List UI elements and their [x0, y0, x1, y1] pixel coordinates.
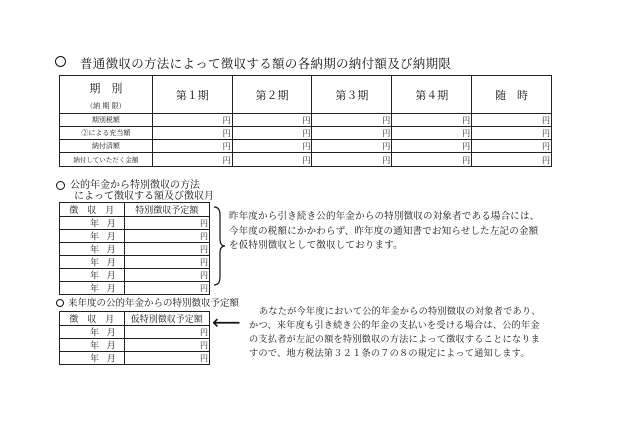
header-anytime: 随 時 [472, 76, 552, 114]
year-month-cell: 年 月 [60, 269, 125, 282]
row-label-appropriation: ②による充当額 [60, 127, 153, 140]
year-month-cell: 年 月 [60, 339, 125, 352]
amount-cell: 円 [152, 127, 232, 140]
section2-note-line3: を仮特別徴収として徴収しております。 [229, 240, 403, 251]
section3-title: 来年度の公的年金からの特別徴収予定額 [68, 298, 240, 309]
amount-cell: 円 [392, 140, 472, 153]
row-label-paid: 納付済額 [60, 140, 153, 153]
section2-title-line1: 公的年金から特別徴収の方法 [70, 180, 200, 191]
section2-note-line2: 今年度の税額にかかわらず、昨年度の通知書でお知らせした左記の金額 [229, 225, 539, 237]
amount-cell: 円 [152, 140, 232, 153]
amount-cell: 円 [312, 140, 392, 153]
section3-note-line3: の支払者が左記の額を特別徴収の方法によって徴収することになりま [249, 334, 541, 345]
amount-cell: 円 [472, 153, 552, 167]
amount-cell: 円 [232, 140, 312, 153]
deadline-label: （納 期 限） [60, 100, 153, 114]
year-month-cell: 年 月 [60, 326, 125, 339]
amount-cell: 円 [124, 243, 209, 256]
section3-note [249, 305, 541, 361]
section2-title-line2: によって徴収する額及び徴収月 [74, 191, 214, 202]
amount-cell: 円 [124, 217, 209, 230]
header-provisional-amount: 仮特別徴収予定額 [124, 312, 209, 326]
pension-withholding-table [59, 202, 210, 295]
row-label-amount-due: 納付していただく金額 [60, 153, 153, 167]
header-term-1: 第１期 [152, 76, 232, 114]
amount-cell: 円 [312, 153, 392, 167]
year-month-cell: 年 月 [60, 243, 125, 256]
amount-cell: 円 [124, 352, 209, 365]
section3-note-line1: あなたが今年度において公的年金からの特別徴収の対象者であり、 [259, 306, 541, 317]
amount-cell: 円 [472, 114, 552, 127]
amount-cell: 円 [312, 114, 392, 127]
year-month-cell: 年 月 [60, 230, 125, 243]
section2-note [229, 210, 539, 254]
year-month-cell: 年 月 [60, 282, 125, 295]
amount-cell: 円 [124, 256, 209, 269]
amount-cell: 円 [152, 153, 232, 167]
section1-bullet-circle [55, 56, 66, 67]
header-collection-month: 徴 収 月 [60, 312, 125, 326]
amount-cell: 円 [124, 339, 209, 352]
row-label-tax-per-period: 期別税額 [60, 114, 153, 127]
amount-cell: 円 [152, 114, 232, 127]
installment-table [59, 75, 552, 167]
amount-cell: 円 [312, 127, 392, 140]
year-month-cell: 年 月 [60, 352, 125, 365]
section3-note-line2: かつ、来年度も引き続き公的年金の支払いを受ける場合は、公的年金 [249, 320, 540, 331]
amount-cell: 円 [392, 114, 472, 127]
amount-cell: 円 [124, 230, 209, 243]
section2-note-line1: 昨年度から引き続き公的年金からの特別徴収の対象者である場合には、 [229, 211, 540, 222]
amount-cell: 円 [124, 269, 209, 282]
left-arrow-icon: ⟵ [212, 310, 241, 334]
amount-cell: 円 [124, 282, 209, 295]
year-month-cell: 年 月 [60, 256, 125, 269]
header-term-4: 第４期 [392, 76, 472, 114]
brace-icon [212, 205, 226, 287]
section2-bullet-circle [56, 181, 65, 190]
amount-cell: 円 [392, 127, 472, 140]
amount-cell: 円 [232, 114, 312, 127]
amount-cell: 円 [232, 153, 312, 167]
section2-title [70, 180, 214, 202]
amount-cell: 円 [392, 153, 472, 167]
header-collection-month: 徴 収 月 [60, 203, 125, 217]
amount-cell: 円 [472, 140, 552, 153]
next-year-withholding-table [59, 311, 210, 365]
amount-cell: 円 [124, 326, 209, 339]
header-period: 期 別 [60, 76, 153, 100]
header-term-3: 第３期 [312, 76, 392, 114]
section3-note-line4: すので、地方税法第３２１条の７の８の規定によって通知します。 [249, 348, 530, 359]
section1-title: 普通徴収の方法によって徴収する額の各納期の納付額及び納期限 [80, 56, 452, 71]
header-withholding-amount: 特別徴収予定額 [124, 203, 209, 217]
section3-bullet-circle [56, 299, 64, 307]
year-month-cell: 年 月 [60, 217, 125, 230]
header-term-2: 第２期 [232, 76, 312, 114]
amount-cell: 円 [232, 127, 312, 140]
amount-cell: 円 [472, 127, 552, 140]
